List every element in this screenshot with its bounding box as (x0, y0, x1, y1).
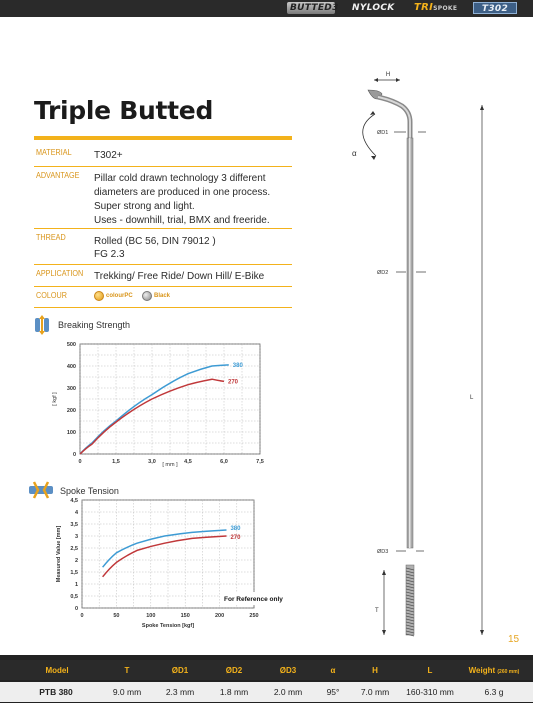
model-badge (473, 2, 517, 14)
cell-h: 7.0 mm (360, 687, 390, 697)
breaking-strength-label: Breaking Strength (58, 320, 131, 330)
series-label-380: 380 (230, 526, 241, 532)
cell-weight: 6.3 g (484, 687, 504, 697)
x-tick-label: 0 (78, 459, 82, 465)
breaking-strength-heading (32, 314, 130, 336)
x-axis-label: Spoke Tension [kgf] (141, 623, 195, 629)
cell-t: 9.0 mm (112, 687, 142, 697)
y-tick-label: 100 (66, 430, 76, 436)
spec-line: Super strong and light. (94, 201, 195, 212)
series-label-270: 270 (230, 535, 241, 541)
label-d2: ØD2 (377, 270, 389, 276)
spec-line: Uses - downhill, trial, BMX and freeride. (94, 215, 270, 226)
label-h: H (385, 72, 391, 78)
colour-chip-label: Black (154, 293, 171, 299)
reference-note: For Reference only (224, 596, 283, 603)
spec-value (94, 144, 292, 165)
header-l: L (427, 665, 433, 675)
cell-model: PTB 380 (39, 687, 73, 697)
spec-line: Pillar cold drawn technology 3 different (94, 173, 266, 184)
y-tick-label: 2,5 (70, 546, 78, 552)
spec-row-advantage (34, 167, 292, 229)
spec-label: MATERIAL (36, 147, 72, 157)
x-tick-label: 6,0 (220, 459, 228, 465)
series-label-270: 270 (228, 379, 239, 386)
spec-line: Rolled (BC 56, DIN 79012 ) (94, 236, 216, 247)
spoke-tension-label: Spoke Tension (60, 486, 119, 496)
colour-chips (94, 287, 292, 305)
page-title: Triple Butted (34, 96, 214, 125)
y-tick-label: 1,5 (70, 570, 78, 576)
spec-value (94, 229, 292, 264)
spec-table (34, 144, 292, 308)
y-axis-label: [ kgf ] (52, 392, 58, 406)
y-axis-label: Measured Value [mm] (56, 525, 62, 583)
spec-value (94, 167, 292, 231)
nylock-logo (352, 2, 402, 14)
trispoke-logo-sub: SPOKE (433, 5, 458, 12)
label-l: L (470, 395, 474, 401)
alpha-arc (363, 114, 376, 156)
x-tick-label: 0 (80, 613, 84, 619)
header-model: Model (45, 665, 69, 675)
spec-label: APPLICATION (36, 268, 84, 278)
spec-line: T302+ (94, 150, 123, 161)
series-label-380: 380 (232, 362, 243, 369)
colour-chip-black (142, 290, 170, 302)
table-header-row (0, 660, 533, 680)
breaking-strength-chart (40, 338, 270, 468)
nylock-logo-text: NYLOCK (352, 3, 395, 13)
header-t: T (124, 665, 130, 675)
label-d1: ØD1 (377, 130, 389, 136)
colour-black-icon (142, 291, 152, 301)
x-axis-label: [ mm ] (162, 462, 178, 468)
y-tick-label: 0 (72, 452, 76, 458)
model-badge-text: T302 (481, 4, 509, 14)
header-d1: ØD1 (171, 665, 189, 675)
y-tick-label: 4 (74, 510, 78, 516)
label-t: T (375, 608, 379, 614)
header-d2: ØD2 (225, 665, 243, 675)
x-tick-label: 4,5 (184, 459, 192, 465)
x-tick-label: 3,0 (148, 459, 156, 465)
label-alpha: α (352, 149, 357, 158)
title-rule (34, 136, 292, 140)
trispoke-logo-text: TRI (414, 2, 434, 13)
colour-chip-pc (94, 290, 133, 302)
cell-l: 160-310 mm (406, 687, 454, 697)
header-weight-unit: (260 mm) (497, 668, 520, 675)
x-tick-label: 200 (215, 613, 225, 619)
spec-row-application (34, 265, 292, 287)
y-tick-label: 500 (66, 342, 76, 348)
cell-d2: 1.8 mm (219, 687, 249, 697)
colour-chip-label: colourPC (106, 293, 133, 299)
spoke-tension-chart (40, 494, 310, 634)
cell-d3: 2.0 mm (273, 687, 303, 697)
header-d3: ØD3 (279, 665, 297, 675)
brand-bar (0, 0, 533, 17)
page-number: 15 (508, 634, 520, 645)
spec-row-colour (34, 287, 292, 308)
y-tick-label: 200 (66, 408, 76, 414)
spec-line: diameters are produced in one process. (94, 187, 271, 198)
spec-row-material (34, 144, 292, 167)
spoke-tension-icon (32, 314, 52, 336)
y-tick-label: 3 (74, 534, 78, 540)
cell-alpha: 95° (326, 687, 340, 697)
spoke-shaft-highlight (409, 138, 411, 548)
header-alpha: α (330, 665, 336, 675)
x-tick-label: 1,5 (112, 459, 120, 465)
trispoke-logo (414, 2, 464, 14)
x-tick-label: 250 (249, 613, 259, 619)
label-d3: ØD3 (377, 549, 389, 555)
spec-value (94, 265, 292, 286)
colour-pc-icon (94, 291, 104, 301)
spec-row-thread (34, 229, 292, 265)
x-tick-label: 7,5 (256, 459, 264, 465)
spec-label: THREAD (36, 232, 66, 242)
spec-line: Trekking/ Free Ride/ Down Hill/ E-Bike (94, 271, 265, 282)
x-tick-label: 150 (180, 613, 190, 619)
y-tick-label: 0,5 (70, 594, 78, 600)
header-weight (458, 666, 530, 675)
cell-d1: 2.3 mm (165, 687, 195, 697)
spec-summary-table (0, 655, 533, 703)
y-tick-label: 2 (74, 558, 78, 564)
y-tick-label: 1 (74, 582, 78, 588)
y-tick-label: 400 (66, 364, 76, 370)
y-tick-label: 0 (74, 606, 78, 612)
spec-line: FG 2.3 (94, 249, 125, 260)
spoke-drawing (330, 60, 530, 645)
y-tick-label: 4,5 (70, 498, 78, 504)
y-tick-label: 300 (66, 386, 76, 392)
header-weight-label: Weight (468, 665, 496, 675)
table-row (0, 682, 533, 702)
header-h: H (372, 665, 378, 675)
x-tick-label: 50 (113, 613, 120, 619)
butted-logo (287, 2, 339, 14)
y-tick-label: 3,5 (70, 522, 78, 528)
butted-logo-text: BUTTED3 (290, 3, 339, 13)
spec-label: ADVANTAGE (36, 170, 80, 180)
x-tick-label: 100 (146, 613, 156, 619)
spec-label: COLOUR (36, 290, 67, 300)
